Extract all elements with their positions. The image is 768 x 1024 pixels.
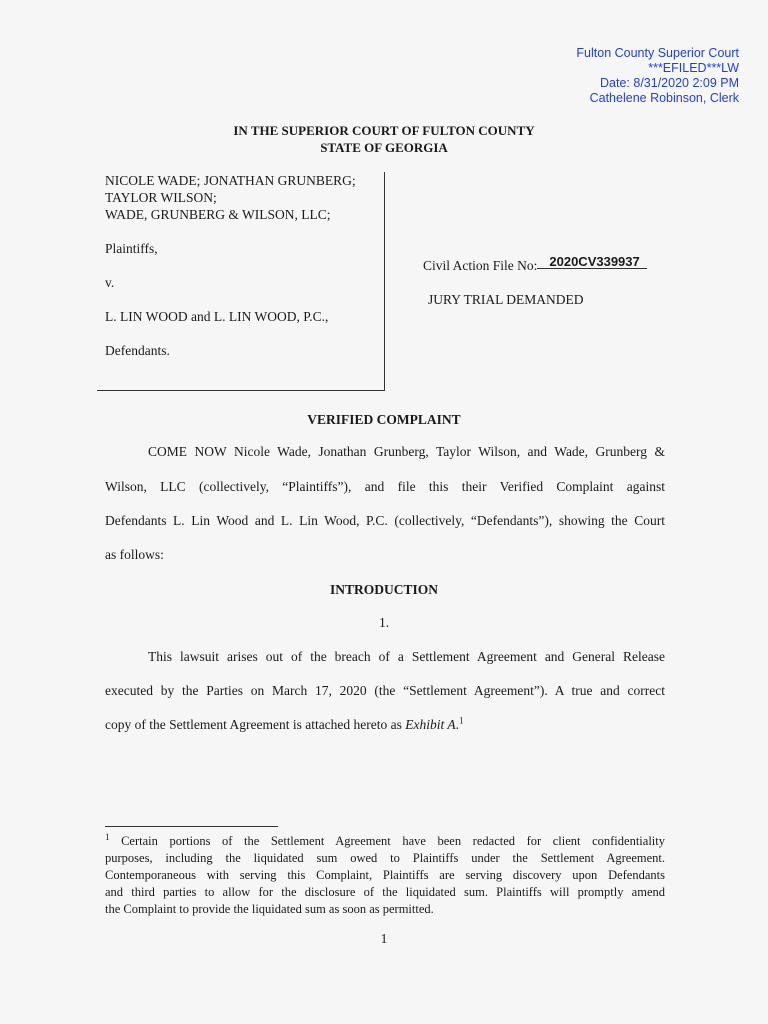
jury-trial-demanded: JURY TRIAL DEMANDED [428, 292, 584, 307]
footnote-line-3: Contemporaneous with serving this Complaint, Plaintiffs are serving discovery upon Defendants [105, 868, 665, 882]
paragraph-number: 1. [378, 615, 390, 630]
footnote-line-1 [105, 831, 665, 849]
footnote-marker: 1 [105, 831, 110, 842]
caption-vertical-divider [384, 172, 385, 391]
court-name: IN THE SUPERIOR COURT OF FULTON COUNTY [233, 123, 535, 138]
stamp-clerk: Cathelene Robinson, Clerk [589, 91, 739, 105]
footnote-line-5: the Complaint to provide the liquidated sum as soon as permitted. [105, 902, 434, 916]
civil-action-number: 2020CV339937 [537, 255, 647, 269]
intro-line-3: Defendants L. Lin Wood and L. Lin Wood, P.C. (collectively, “Defendants”), showing the Court [105, 513, 665, 528]
document-title: VERIFIED COMPLAINT [307, 412, 461, 427]
plaintiffs-names-2: TAYLOR WILSON; [105, 190, 217, 205]
paragraph-1-line-3-text: copy of the Settlement Agreement is attached hereto as [105, 717, 406, 732]
section-heading: INTRODUCTION [329, 582, 438, 597]
footnote-line-2: purposes, including the liquidated sum owed to Plaintiffs under the Settlement Agreement. [105, 851, 665, 865]
civil-action-line [423, 254, 647, 274]
intro-line-4: as follows: [105, 547, 164, 562]
caption-horizontal-divider [97, 390, 385, 391]
plaintiffs-names-3: WADE, GRUNBERG & WILSON, LLC; [105, 207, 331, 222]
defendants-label: Defendants. [105, 343, 170, 358]
paragraph-1-line-1: This lawsuit arises out of the breach of a Settlement Agreement and General Release [148, 649, 665, 664]
intro-line-1: COME NOW Nicole Wade, Jonathan Grunberg, Taylor Wilson, and Wade, Grunberg & [148, 444, 665, 459]
court-heading [0, 122, 768, 156]
stamp-court-name: Fulton County Superior Court [576, 46, 739, 60]
plaintiffs-label: Plaintiffs, [105, 241, 158, 256]
footnote-line-1-text: Certain portions of the Settlement Agreement have been redacted for client confidentiality [109, 834, 665, 848]
plaintiffs-names-1: NICOLE WADE; JONATHAN GRUNBERG; [105, 173, 356, 188]
stamp-date: Date: 8/31/2020 2:09 PM [600, 76, 739, 90]
footnote-reference: 1 [459, 715, 464, 726]
versus: v. [105, 275, 115, 290]
paragraph-1-period: . [455, 717, 460, 732]
footnote-separator [105, 826, 278, 827]
efiling-stamp [576, 46, 739, 106]
case-caption-parties [105, 172, 356, 359]
page-number: 1 [380, 931, 388, 946]
footnote-line-4: and third parties to allow for the disclosure of the liquidated sum. Plaintiffs will promptly amend [105, 885, 665, 899]
paragraph-1-line-2: executed by the Parties on March 17, 2020 (the “Settlement Agreement”). A true and correct [105, 683, 665, 698]
stamp-efiled: ***EFILED***LW [648, 61, 739, 75]
defendants-names: L. LIN WOOD and L. LIN WOOD, P.C., [105, 309, 329, 324]
court-state: STATE OF GEORGIA [320, 140, 448, 155]
exhibit-reference: Exhibit A [405, 717, 456, 732]
intro-line-2: Wilson, LLC (collectively, “Plaintiffs”), and file this their Verified Complaint against [105, 479, 665, 494]
civil-action-label: Civil Action File No: [423, 258, 538, 273]
paragraph-1-line-3 [105, 717, 665, 733]
